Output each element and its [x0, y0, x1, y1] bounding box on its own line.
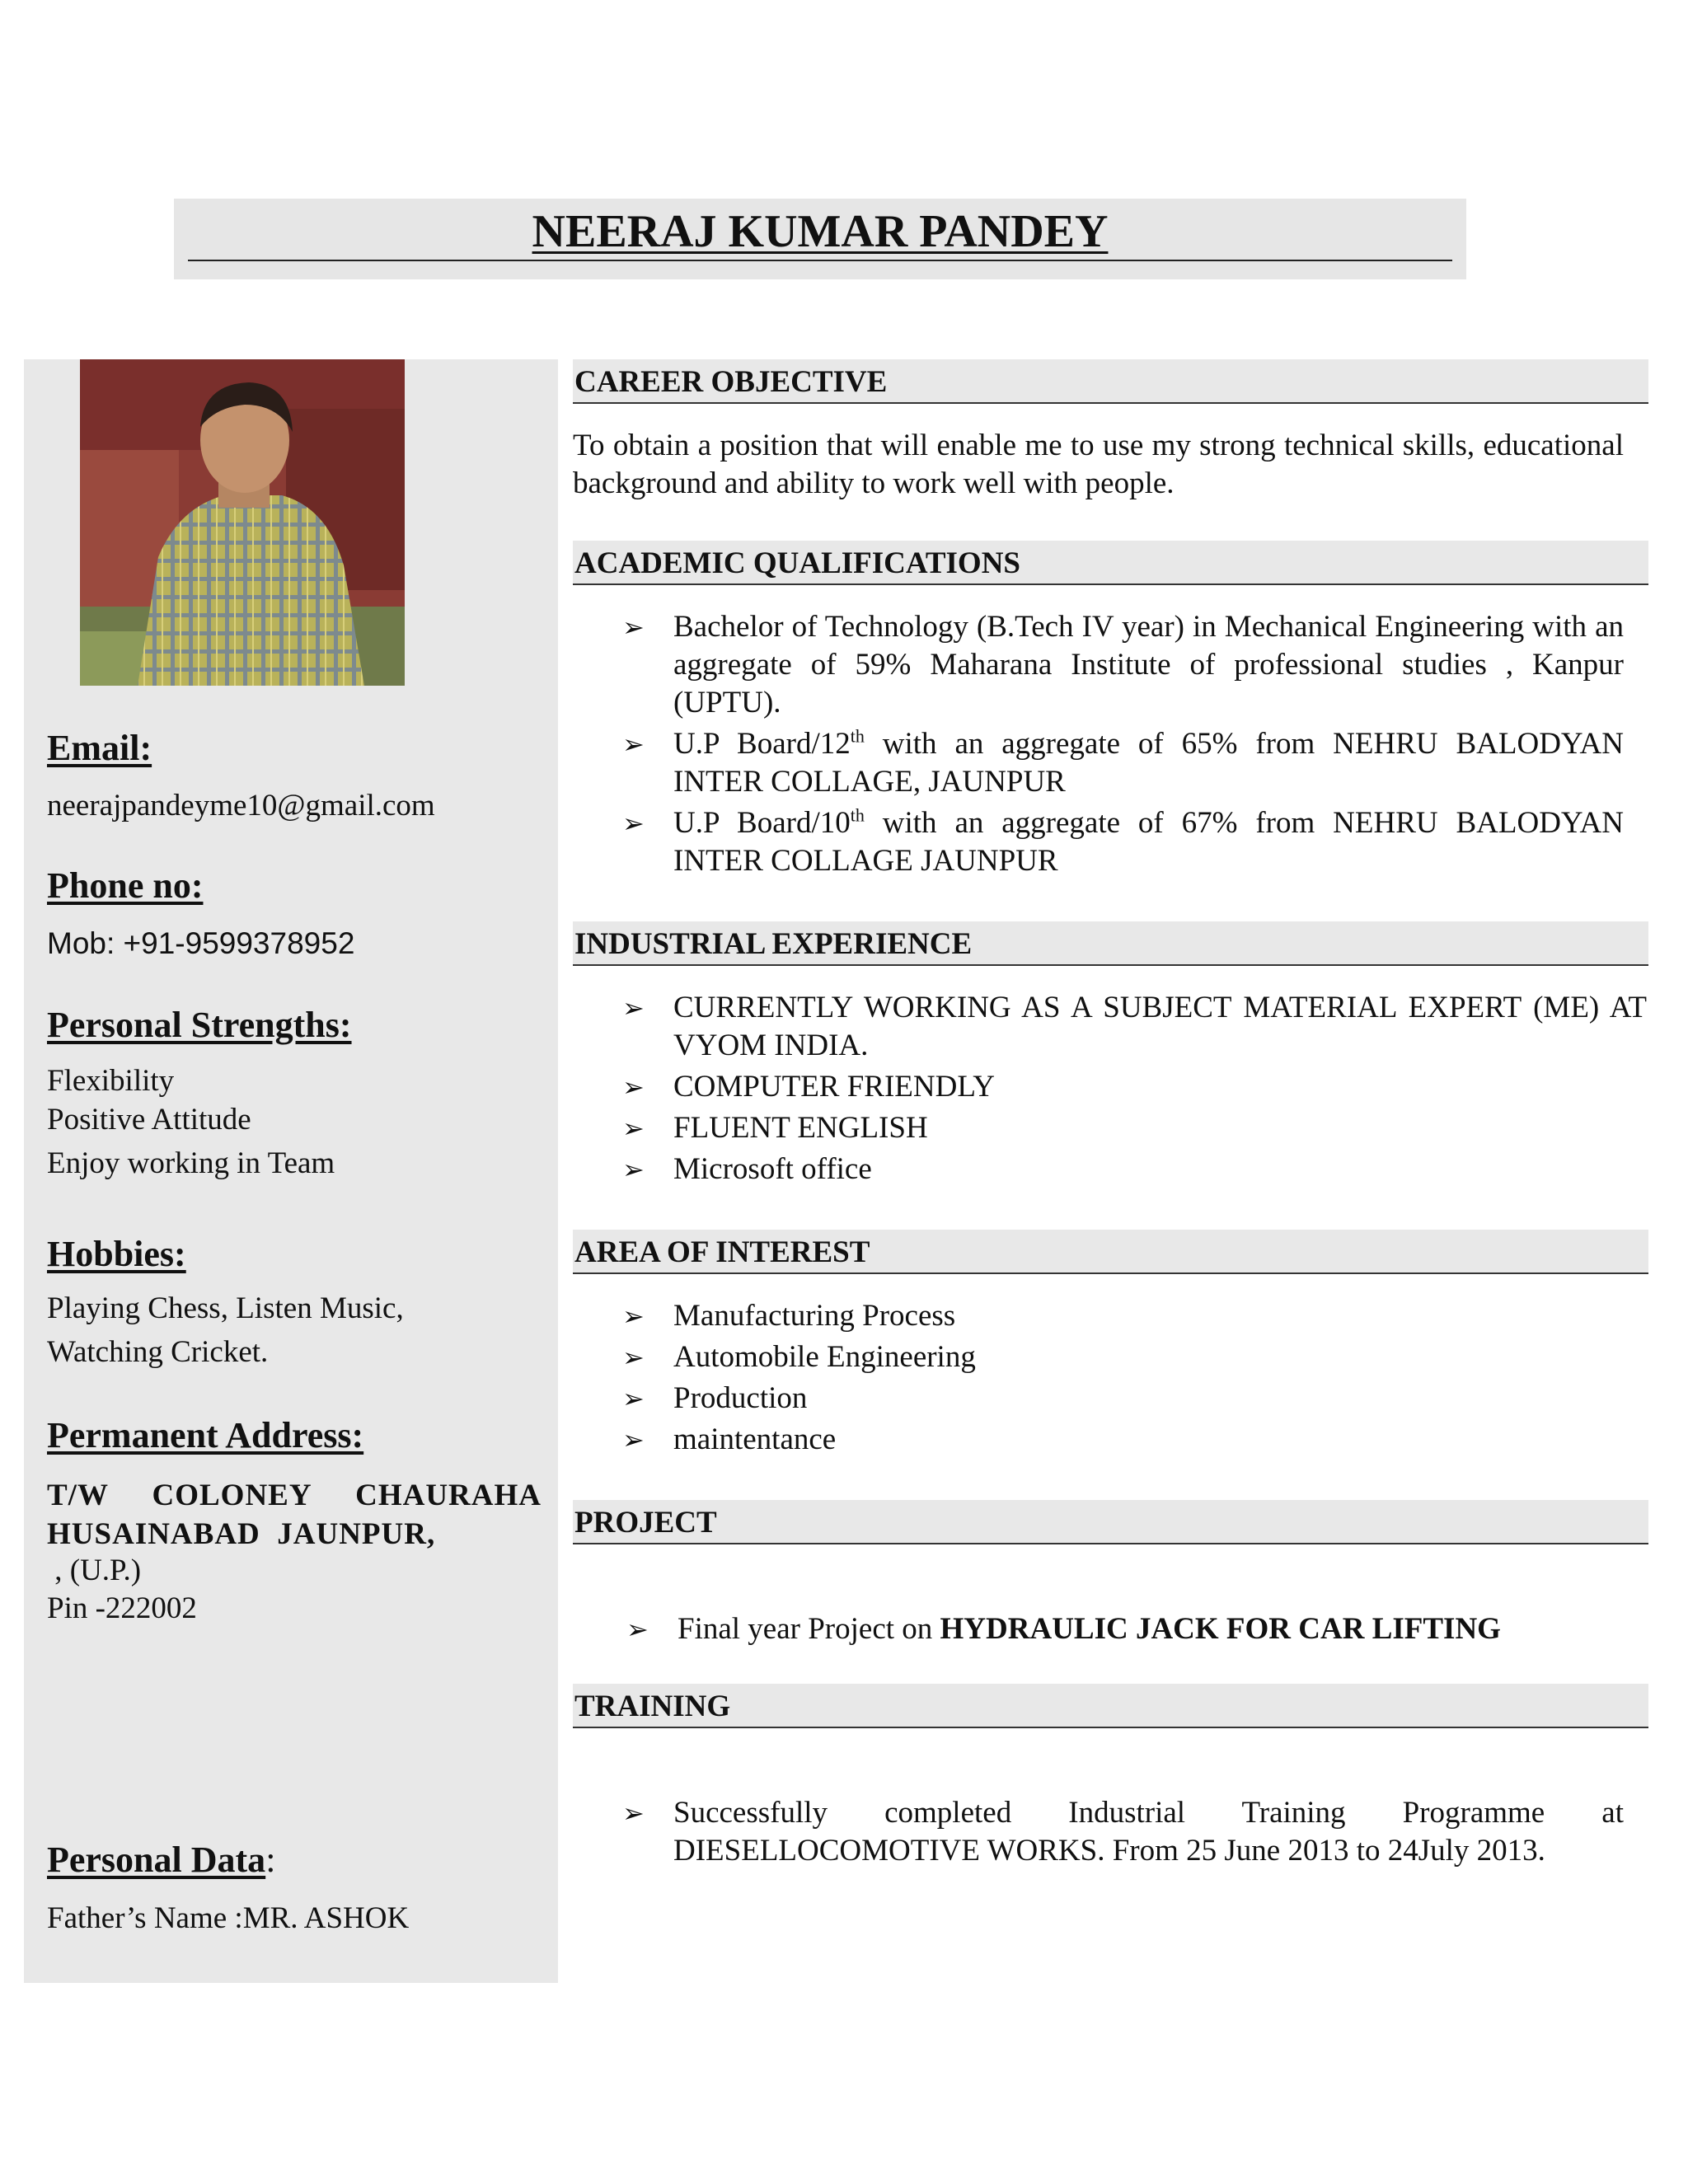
arrow-bullet-icon: ➢: [622, 1154, 645, 1185]
list-item: [622, 989, 1647, 1065]
arrow-bullet-icon: ➢: [626, 1614, 649, 1645]
training-text: Successfully completed Industrial Training Programme at DIESELLOCOMOTIVE WORKS. From 25 June 2013 to 24July 2013.: [673, 1796, 1624, 1868]
hobbies-line: Playing Chess, Listen Music,: [47, 1291, 404, 1325]
list-item: [622, 1421, 1624, 1459]
personal-data-label: Personal Data: [47, 1840, 266, 1880]
list-item: [622, 1794, 1624, 1870]
project-list: [626, 1610, 1628, 1648]
list-item: [622, 1297, 1624, 1335]
section-title: TRAINING: [574, 1690, 731, 1723]
career-objective-text: To obtain a position that will enable me to use my strong technical skills, educational background and ability to work well with people.: [573, 429, 1624, 500]
candidate-name: NEERAJ KUMAR PANDEY: [532, 206, 1109, 257]
arrow-bullet-icon: ➢: [622, 1342, 645, 1373]
email-heading: Email:: [47, 728, 152, 768]
address-line-1: [47, 1476, 542, 1515]
interest-item-text: Manufacturing Process: [673, 1299, 956, 1333]
section-title: CAREER OBJECTIVE: [574, 365, 888, 399]
interest-item-text: maintentance: [673, 1422, 837, 1456]
list-item: [622, 804, 1624, 880]
phone-value: Mob: +91-9599378952: [47, 926, 355, 960]
address-block: [47, 1476, 542, 1554]
personal-data-colon: :: [265, 1840, 276, 1880]
experience-item-text: FLUENT ENGLISH: [673, 1111, 928, 1145]
address-heading: Permanent Address:: [47, 1415, 364, 1455]
project-text: Final year Project on: [678, 1612, 940, 1646]
arrow-bullet-icon: ➢: [622, 1113, 645, 1144]
section-career-objective: [573, 359, 1648, 404]
list-item: [622, 1151, 1647, 1188]
list-item: [622, 1338, 1624, 1376]
arrow-bullet-icon: ➢: [622, 729, 645, 760]
address-line-2: HUSAINABAD JAUNPUR,: [47, 1517, 436, 1551]
email-value: neerajpandeyme10@gmail.com: [47, 789, 435, 823]
project-title: HYDRAULIC JACK FOR CAR LIFTING: [940, 1612, 1501, 1646]
interest-item-text: Automobile Engineering: [673, 1340, 976, 1374]
banner-rule: [188, 260, 1452, 261]
interest-list: [622, 1297, 1624, 1459]
hobbies-heading: Hobbies:: [47, 1234, 186, 1274]
section-title: PROJECT: [574, 1506, 717, 1540]
profile-photo: [80, 359, 405, 686]
address-line-4: Pin -222002: [47, 1591, 197, 1625]
strength-item: Flexibility: [47, 1064, 175, 1098]
arrow-bullet-icon: ➢: [622, 1797, 645, 1829]
academic-item-text: Bachelor of Technology (B.Tech IV year) in Mechanical Engineering with an aggregate of 59% Maharana Institute of professional studies , Kanpur (UPTU).: [673, 610, 1624, 719]
section-training: [573, 1684, 1648, 1728]
name-banner: [174, 199, 1466, 279]
section-interest: [573, 1230, 1648, 1274]
section-academic: [573, 541, 1648, 585]
superscript: th: [850, 804, 865, 826]
list-item: [626, 1610, 1628, 1648]
section-title: AREA OF INTEREST: [574, 1235, 870, 1269]
training-list: [622, 1794, 1624, 1870]
arrow-bullet-icon: ➢: [622, 1383, 645, 1414]
academic-item-text: with an aggregate of 67% from NEHRU BALODYAN INTER COLLAGE JAUNPUR: [673, 806, 1624, 878]
address-line-3: , (U.P.): [47, 1554, 142, 1587]
arrow-bullet-icon: ➢: [622, 1071, 645, 1103]
hobbies-line: Watching Cricket.: [47, 1335, 269, 1369]
list-item: [622, 725, 1624, 801]
experience-item-text: Microsoft office: [673, 1152, 872, 1186]
superscript: th: [850, 725, 865, 747]
list-item: [622, 608, 1624, 722]
strength-item: Enjoy working in Team: [47, 1146, 335, 1180]
experience-list: [622, 989, 1647, 1188]
strengths-heading: Personal Strengths:: [47, 1005, 352, 1045]
academic-list: [622, 608, 1624, 880]
sidebar-panel: [24, 359, 558, 1983]
section-title: ACADEMIC QUALIFICATIONS: [574, 546, 1020, 580]
address-word: COLONEY: [152, 1479, 312, 1512]
address-word: CHAURAHA: [355, 1479, 542, 1512]
section-experience: [573, 921, 1648, 966]
academic-item-text: with an aggregate of 65% from NEHRU BALODYAN INTER COLLAGE, JAUNPUR: [673, 727, 1624, 799]
arrow-bullet-icon: ➢: [622, 612, 645, 643]
strength-item: Positive Attitude: [47, 1103, 251, 1137]
list-item: [622, 1380, 1624, 1418]
arrow-bullet-icon: ➢: [622, 992, 645, 1024]
list-item: [622, 1109, 1647, 1147]
arrow-bullet-icon: ➢: [622, 808, 645, 839]
arrow-bullet-icon: ➢: [622, 1424, 645, 1455]
father-name: Father’s Name :MR. ASHOK: [47, 1901, 410, 1935]
address-word: T/W: [47, 1479, 109, 1512]
experience-item-text: COMPUTER FRIENDLY: [673, 1070, 995, 1104]
academic-item-text: U.P Board/12: [673, 727, 851, 761]
phone-heading: Phone no:: [47, 865, 204, 906]
section-title: INDUSTRIAL EXPERIENCE: [574, 927, 973, 961]
academic-item-text: U.P Board/10: [673, 806, 851, 840]
list-item: [622, 1068, 1647, 1106]
experience-item-text: CURRENTLY WORKING AS A SUBJECT MATERIAL EXPERT (ME) AT VYOM INDIA.: [673, 991, 1647, 1062]
interest-item-text: Production: [673, 1381, 808, 1415]
personal-data-heading: [47, 1839, 275, 1881]
arrow-bullet-icon: ➢: [622, 1301, 645, 1332]
section-project: [573, 1500, 1648, 1544]
